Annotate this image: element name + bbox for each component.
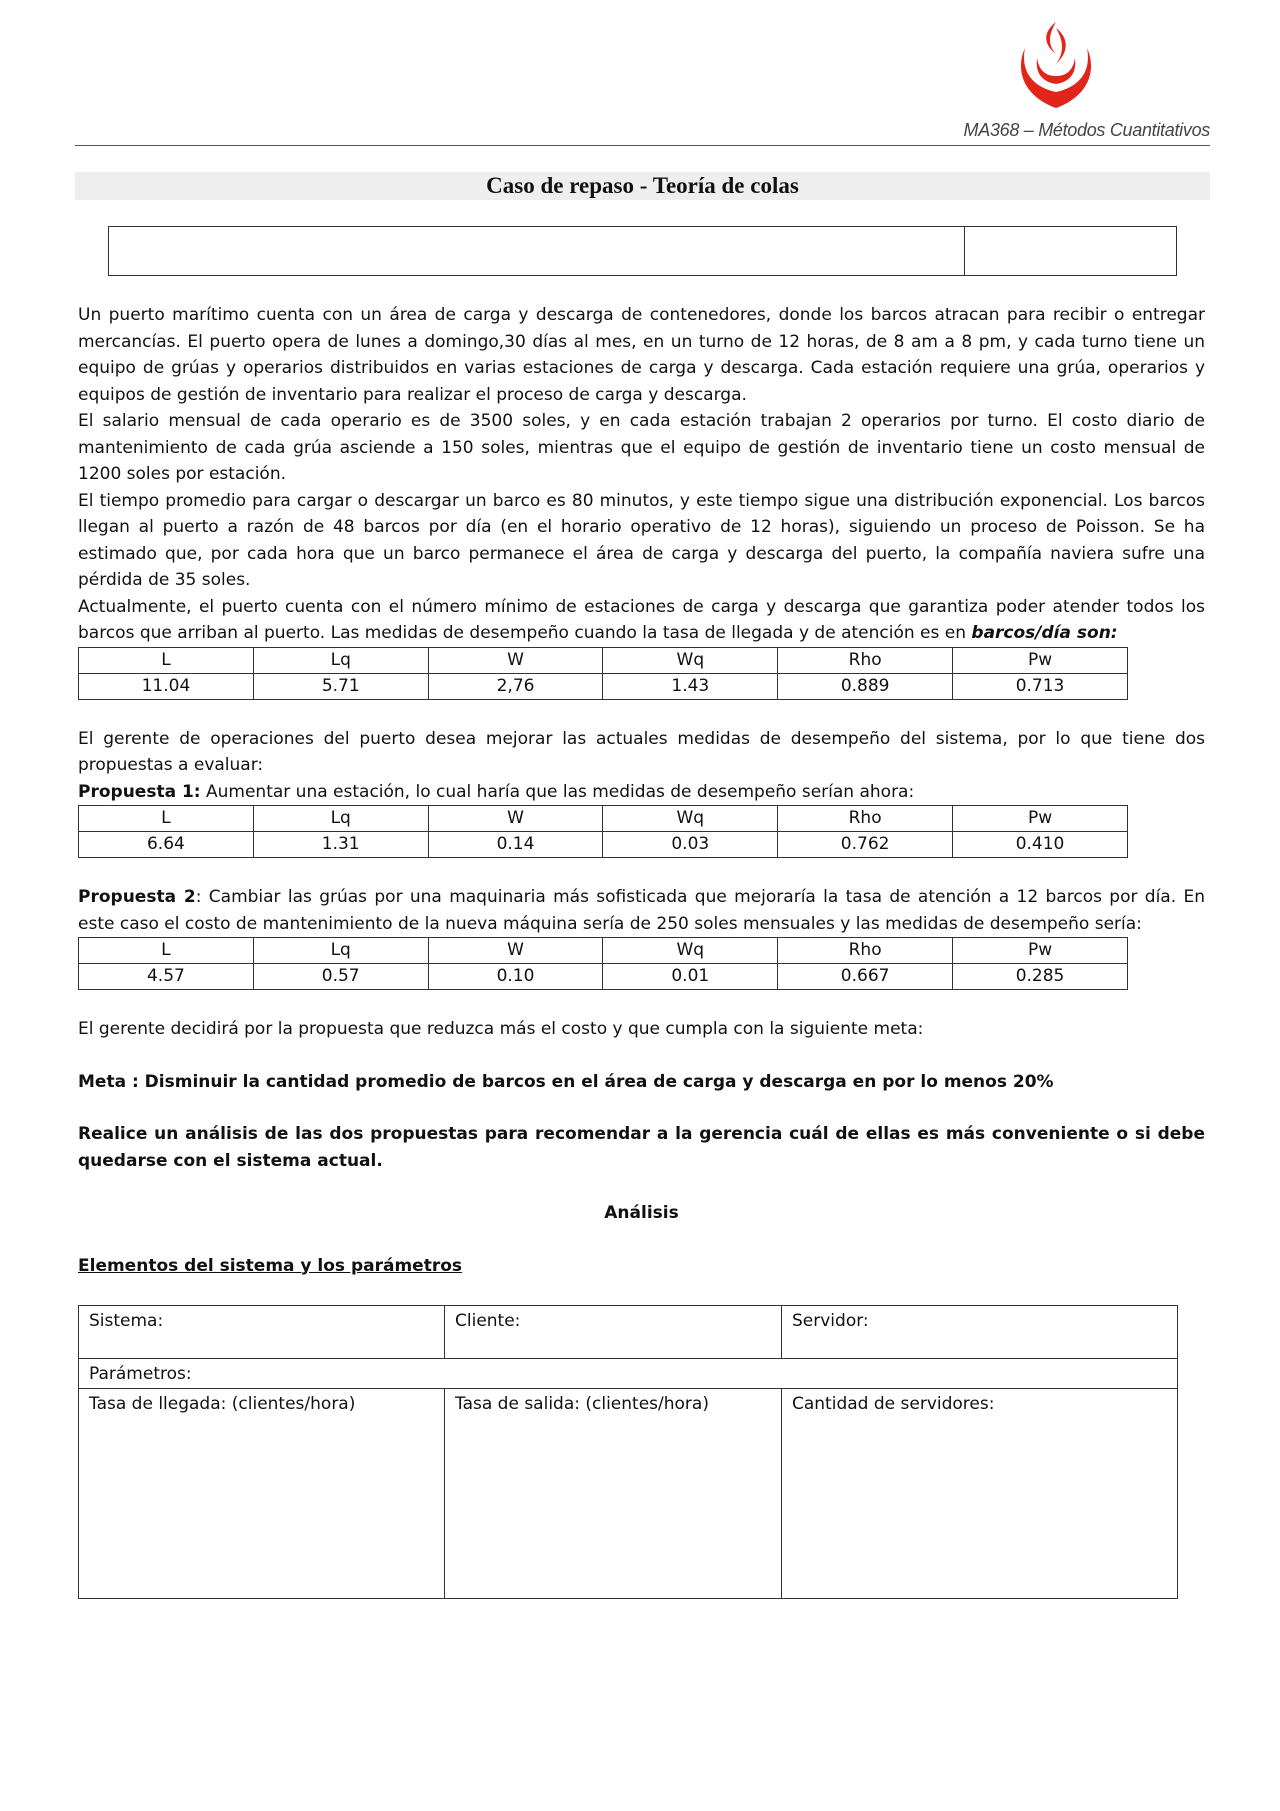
- col-pw: Pw: [953, 938, 1128, 964]
- col-rho: Rho: [778, 647, 953, 673]
- cell-l: 11.04: [79, 673, 254, 699]
- analysis-heading: Análisis: [604, 1203, 679, 1223]
- current-text: Actualmente, el puerto cuenta con el número mínimo de estaciones de carga y descarga que garantiza poder atender todos los barcos que arriban al puerto. Las medidas de desempeño cuando la tasa de llegada y de atención es en: [78, 596, 1205, 643]
- col-l: L: [79, 806, 254, 832]
- table-header-row: [79, 647, 1128, 673]
- table-row: [79, 673, 1128, 699]
- paragraph-prop2: [78, 884, 1205, 937]
- table-header-row: [79, 806, 1128, 832]
- elements-table: [78, 1305, 1178, 1599]
- cell-w: 0.10: [428, 964, 603, 990]
- paragraph-proposals: El gerente de operaciones del puerto desea mejorar las actuales medidas de desempeño del sistema, por lo que tiene dos propuestas a evaluar:: [78, 728, 1205, 775]
- header-divider: [75, 145, 1210, 146]
- course-code: MA368 – Métodos Cuantitativos: [963, 120, 1210, 140]
- cell-wq: 0.01: [603, 964, 778, 990]
- cell-rho: 0.667: [778, 964, 953, 990]
- table-actual: [78, 647, 1128, 700]
- paragraph-costs: El salario mensual de cada operario es de 3500 soles, y en cada estación trabajan 2 operarios por turno. El costo diario de mantenimiento de cada grúa asciende a 150 soles, mientras que el equipo de gestión de inventario tiene un costo mensual de 1200 soles por estación.: [78, 411, 1205, 484]
- cell-pw: 0.410: [953, 832, 1128, 858]
- cell-w: 2,76: [428, 673, 603, 699]
- col-l: L: [79, 647, 254, 673]
- page-title: Caso de repaso - Teoría de colas: [75, 172, 1210, 200]
- col-pw: Pw: [953, 647, 1128, 673]
- table-row: [79, 832, 1128, 858]
- task-statement: Realice un análisis de las dos propuestas para recomendar a la gerencia cuál de ellas es más conveniente o si debe quedarse con el sistema actual.: [78, 1124, 1205, 1171]
- paragraph-intro: Un puerto marítimo cuenta con un área de carga y descarga de contenedores, donde los barcos atracan para recibir o entregar mercancías. El puerto opera de lunes a domingo,30 días al mes, en un turno de 12 horas, de 8 am a 8 pm, y cada turno tiene un equipo de grúas y operarios distribuidos en varias estaciones de carga y descarga. Cada estación requiere una grúa, operarios y equipos de gestión de inventario para realizar el proceso de carga y descarga.: [78, 305, 1205, 405]
- cell-l: 4.57: [79, 964, 254, 990]
- cell-lq: 0.57: [253, 964, 428, 990]
- prop1-text: Aumentar una estación, lo cual haría que las medidas de desempeño serían ahora:: [200, 781, 915, 802]
- parametros-values-row: [79, 1388, 1178, 1598]
- table-propuesta-1: [78, 805, 1128, 858]
- student-name-box[interactable]: [108, 226, 1177, 276]
- col-pw: Pw: [953, 806, 1128, 832]
- cantidad-servidores-cell[interactable]: Cantidad de servidores:: [782, 1388, 1178, 1598]
- col-rho: Rho: [778, 806, 953, 832]
- cell-pw: 0.713: [953, 673, 1128, 699]
- elements-row-top: [79, 1306, 1178, 1359]
- col-w: W: [428, 806, 603, 832]
- name-box-divider: [964, 227, 965, 275]
- col-w: W: [428, 938, 603, 964]
- prop2-text: : Cambiar las grúas por una maquinaria más sofisticada que mejoraría la tasa de atención a 12 barcos por día. En este caso el costo de mantenimiento de la nueva máquina sería de 250 soles mensuales y las medidas de desempeño sería:: [78, 887, 1205, 934]
- cell-wq: 1.43: [603, 673, 778, 699]
- cell-lq: 5.71: [253, 673, 428, 699]
- prop2-label: Propuesta 2: [78, 887, 196, 907]
- col-wq: Wq: [603, 647, 778, 673]
- cell-lq: 1.31: [253, 832, 428, 858]
- goal-statement: Meta : Disminuir la cantidad promedio de barcos en el área de carga y descarga en por lo menos 20%: [78, 1071, 1054, 1092]
- case-content: [78, 302, 1205, 1599]
- tasa-salida-cell[interactable]: Tasa de salida: (clientes/hora): [445, 1388, 782, 1598]
- cell-w: 0.14: [428, 832, 603, 858]
- cell-rho: 0.762: [778, 832, 953, 858]
- prop1-label: Propuesta 1:: [78, 781, 201, 802]
- parametros-row: [79, 1359, 1178, 1389]
- current-units: barcos/día son:: [971, 623, 1118, 643]
- table-header-row: [79, 938, 1128, 964]
- tasa-llegada-cell[interactable]: Tasa de llegada: (clientes/hora): [79, 1388, 445, 1598]
- col-lq: Lq: [253, 938, 428, 964]
- cell-pw: 0.285: [953, 964, 1128, 990]
- paragraph-current: [78, 594, 1205, 647]
- paragraph-prop1: [78, 779, 1205, 806]
- col-rho: Rho: [778, 938, 953, 964]
- col-w: W: [428, 647, 603, 673]
- col-lq: Lq: [253, 647, 428, 673]
- cell-wq: 0.03: [603, 832, 778, 858]
- cell-rho: 0.889: [778, 673, 953, 699]
- col-wq: Wq: [603, 938, 778, 964]
- cliente-cell[interactable]: Cliente:: [445, 1306, 782, 1359]
- sistema-cell[interactable]: Sistema:: [79, 1306, 445, 1359]
- table-row: [79, 964, 1128, 990]
- col-lq: Lq: [253, 806, 428, 832]
- table-propuesta-2: [78, 937, 1128, 990]
- parametros-cell: Parámetros:: [79, 1359, 1178, 1389]
- col-l: L: [79, 938, 254, 964]
- elements-heading: Elementos del sistema y los parámetros: [78, 1255, 463, 1276]
- servidor-cell[interactable]: Servidor:: [782, 1306, 1178, 1359]
- cell-l: 6.64: [79, 832, 254, 858]
- paragraph-decision: El gerente decidirá por la propuesta que reduzca más el costo y que cumpla con la siguiente meta:: [78, 1019, 924, 1039]
- paragraph-rates: El tiempo promedio para cargar o descargar un barco es 80 minutos, y este tiempo sigue una distribución exponencial. Los barcos llegan al puerto a razón de 48 barcos por día (en el horario operativo de 12 horas), siguiendo un proceso de Poisson. Se ha estimado que, por cada hora que un barco permanece el área de carga y descarga del puerto, la compañía naviera sufre una pérdida de 35 soles.: [78, 490, 1205, 590]
- upc-logo-icon: [1013, 18, 1099, 114]
- col-wq: Wq: [603, 806, 778, 832]
